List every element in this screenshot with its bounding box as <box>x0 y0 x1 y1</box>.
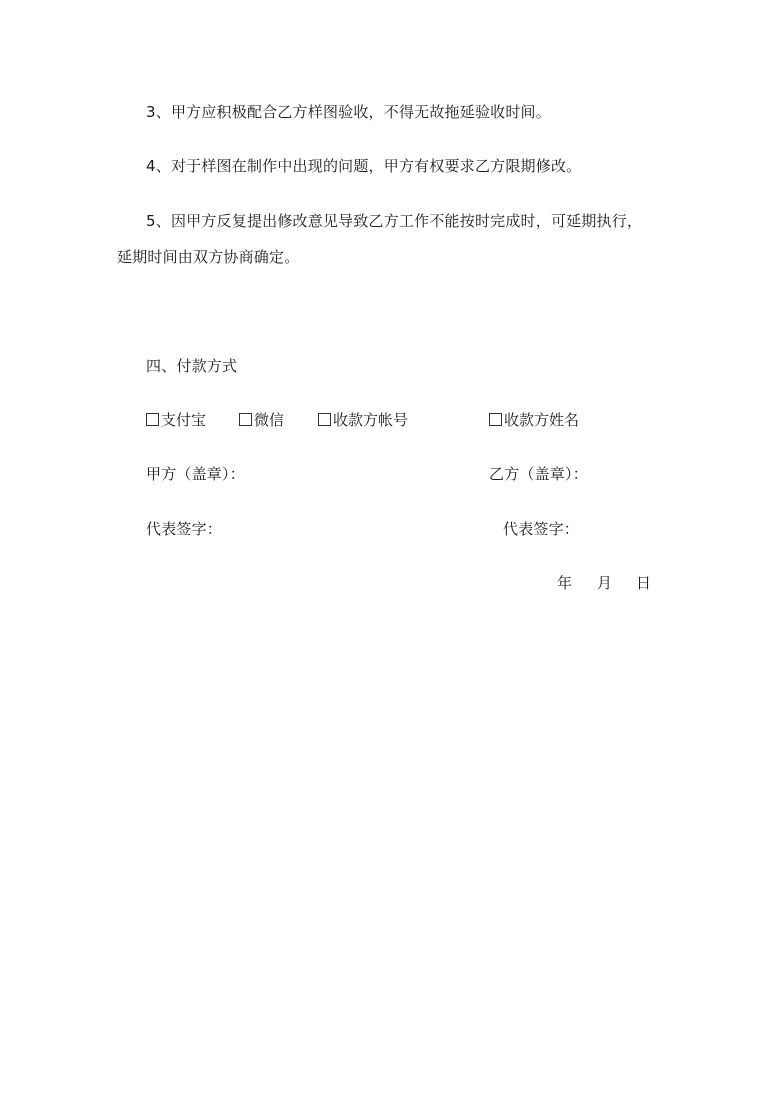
payment-option-alipay[interactable] <box>146 410 206 430</box>
date-year-label: 年 <box>557 574 573 592</box>
clause-3: 3、甲方应积极配合乙方样图验收，不得无故拖延验收时间。 <box>146 103 551 121</box>
checkbox-icon[interactable] <box>318 413 331 426</box>
clause-5-line-1: 5、因甲方反复提出修改意见导致乙方工作不能按时完成时，可延期执行， <box>146 212 643 230</box>
payment-option-label: 微信 <box>254 411 285 429</box>
checkbox-icon[interactable] <box>239 413 252 426</box>
date-day-label: 日 <box>636 574 652 592</box>
payment-section-title: 四、付款方式 <box>146 357 238 375</box>
payment-option-wechat[interactable] <box>239 410 284 430</box>
party-a-signature-label: 代表签字： <box>146 520 223 538</box>
payment-option-payee-account[interactable] <box>318 410 408 430</box>
payment-option-label: 收款方姓名 <box>504 411 580 429</box>
party-b-seal-label: 乙方（盖章）： <box>489 465 588 483</box>
checkbox-icon[interactable] <box>146 413 159 426</box>
checkbox-icon[interactable] <box>489 413 502 426</box>
clause-4: 4、对于样图在制作中出现的问题，甲方有权要求乙方限期修改。 <box>146 157 582 175</box>
clause-5-line-2: 延期时间由双方协商确定。 <box>117 248 300 266</box>
payment-option-payee-name[interactable] <box>489 410 579 430</box>
payment-option-label: 收款方帐号 <box>333 411 409 429</box>
party-a-seal-label: 甲方（盖章）： <box>146 465 245 483</box>
payment-option-label: 支付宝 <box>161 411 207 429</box>
party-b-signature-label: 代表签字： <box>503 520 580 538</box>
date-month-label: 月 <box>597 574 613 592</box>
